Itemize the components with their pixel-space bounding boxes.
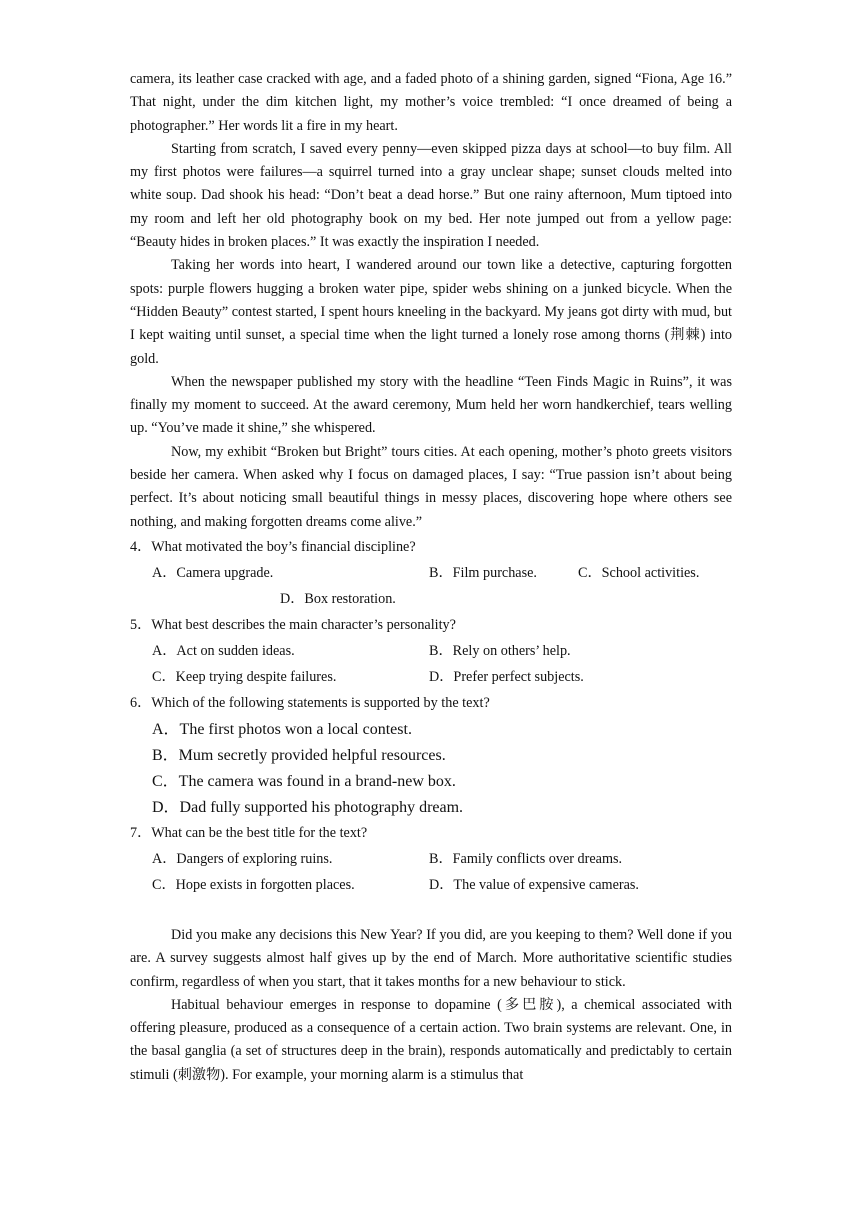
question-5-options-row-2 [130, 664, 732, 690]
question-7-option-b: B．Family conflicts over dreams. [429, 850, 623, 867]
question-4-stem: 4．What motivated the boy’s financial discipline? [130, 538, 416, 555]
question-5 [130, 612, 732, 690]
section-gap [130, 898, 732, 924]
passage1-paragraph-1: camera, its leather case cracked with age, and a faded photo of a shining garden, signed “Fiona, Age 16.” That night, under the dim kitchen light, my mother’s voice trembled: “I once dreamed of being a photographer.” Her words lit a fire in my heart. [130, 71, 732, 134]
question-4-option-b: B．Film purchase. [429, 564, 537, 581]
question-7-stem: 7．What can be the best title for the text? [130, 824, 368, 841]
question-4 [130, 534, 732, 612]
question-7-options-row-2 [130, 872, 732, 898]
passage2-paragraph-1: Did you make any decisions this New Year? If you did, are you keeping to them? Well done if you are. A survey suggests almost half gives up by the end of March. More authoritative scientific studies confirm, regardless of when you start, that it takes months for a new behaviour to stick. [130, 926, 732, 990]
question-6-stem: 6．Which of the following statements is supported by the text? [130, 694, 490, 711]
question-5-option-c: C．Keep trying despite failures. [152, 668, 337, 685]
question-7-option-c: C．Hope exists in forgotten places. [152, 876, 355, 893]
question-4-option-c: C．School activities. [578, 564, 700, 581]
passage1-paragraph-2: Starting from scratch, I saved every penny—even skipped pizza days at school—to buy film. All my first photos were failures—a squirrel turned into a gray unclear shape; sunset clouds melted into white soup. Dad shook his head: “Don’t beat a dead horse.” But one rainy afternoon, Mum tiptoed into my room and left her old photography book on my bed. Her note jumped out from a yellow page: “Beauty hides in broken places.” It was exactly the inspiration I needed. [130, 140, 732, 251]
question-7-option-d: D．The value of expensive cameras. [429, 876, 639, 893]
question-6-option-c: C．The camera was found in a brand-new box. [152, 772, 456, 790]
document-page [130, 68, 732, 1087]
passage1-paragraph-5: Now, my exhibit “Broken but Bright” tours cities. At each opening, mother’s photo greets visitors beside her camera. When asked why I focus on damaged places, I say: “True passion isn’t about being perfect. It’s about noticing small beautiful things in messy places, discovering hope where others see nothing, and making forgotten dreams come alive.” [130, 443, 732, 530]
question-7 [130, 820, 732, 898]
question-5-option-b: B．Rely on others’ help. [429, 642, 571, 659]
question-6-option-b: B．Mum secretly provided helpful resources. [152, 746, 446, 764]
passage2-paragraph-2: Habitual behaviour emerges in response to dopamine (多巴胺), a chemical associated with offering pleasure, produced as a consequence of a certain action. Two brain systems are relevant. One, in the basal ganglia (a set of structures deep in the brain), responds automatically and predictably to certain stimuli (刺激物). For example, your morning alarm is a stimulus that [130, 996, 732, 1083]
passage1-paragraph-4: When the newspaper published my story with the headline “Teen Finds Magic in Ruins”, it was finally my moment to succeed. At the award ceremony, Mum held her worn handkerchief, tears welling up. “You’ve made it shine,” she whispered. [130, 373, 732, 437]
question-6-option-a: A．The first photos won a local contest. [152, 720, 412, 738]
question-4-option-d: D．Box restoration. [280, 590, 396, 607]
question-7-option-a: A．Dangers of exploring ruins. [152, 850, 333, 867]
question-5-options-row-1 [130, 638, 732, 664]
question-5-stem: 5．What best describes the main character’s personality? [130, 616, 456, 633]
question-6-option-d: D．Dad fully supported his photography dream. [152, 798, 464, 816]
question-4-options-row-1 [130, 560, 732, 586]
question-7-options-row-1 [130, 846, 732, 872]
question-4-option-a: A．Camera upgrade. [152, 564, 274, 581]
passage1-paragraph-3: Taking her words into heart, I wandered around our town like a detective, capturing forgotten spots: purple flowers hugging a broken water pipe, spider webs shining on a junked bicycle. When the “Hidden Beauty” contest started, I spent hours kneeling in the backyard. My jeans got dirty with mud, but I kept waiting until sunset, a special time when the light turned a lonely rose among thorns (荆棘) into gold. [130, 257, 732, 367]
question-5-option-a: A．Act on sudden ideas. [152, 642, 295, 659]
question-6 [130, 690, 732, 820]
question-5-option-d: D．Prefer perfect subjects. [429, 668, 584, 685]
question-4-options-row-2 [130, 586, 732, 612]
